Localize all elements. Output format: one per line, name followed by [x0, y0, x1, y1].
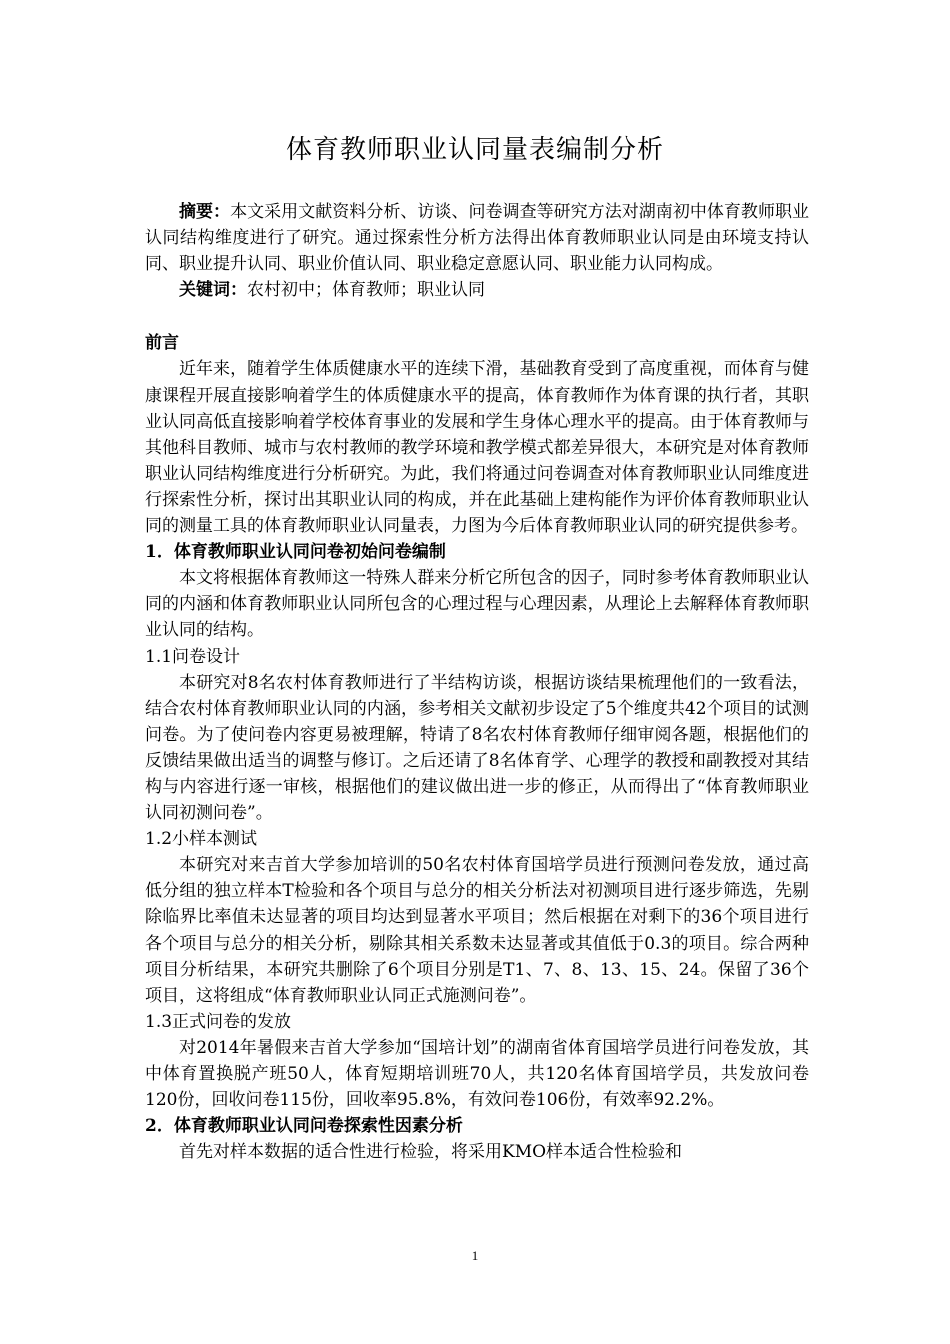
subsection-1-1-paragraph: 本研究对8名农村体育教师进行了半结构访谈，根据访谈结果梳理他们的一致看法，结合农村体育教师职业认同的内涵，参考相关文献初步设定了5个维度共42个项目的试测问卷。为了使问卷内容更易被理解，特请了8名农村体育教师仔细审阅各题，根据他们的反馈结果做出适当的调整与修订。之后还请了8名体育学、心理学的教授和副教授对其结构与内容进行逐一审核，根据他们的建议做出进一步的修正，从而得出了“体育教师职业认同初测问卷”。 [145, 672, 809, 824]
keywords-text: 农村初中；体育教师；职业认同 [247, 280, 485, 301]
subsection-1-2-paragraph: 本研究对来吉首大学参加培训的50名农村体育国培学员进行预测问卷发放，通过高低分组的独立样本T检验和各个项目与总分的相关分析法对初测项目进行逐步筛选，先剔除临界比率值未达显著的项目均达到显著水平项目；然后根据在对剩下的36个项目进行各个项目与总分的相关分析，剔除其相关系数未达显著或其值低于0.3的项目。综合两种项目分析结果，本研究共删除了6个项目分别是T1、7、8、13、15、24。保留了36个项目，这将组成“体育教师职业认同正式施测问卷”。 [145, 855, 809, 1006]
subsection-1-1-heading: 1.1问卷设计 [145, 646, 241, 667]
abstract-label: 摘要： [179, 202, 231, 222]
spacer [145, 303, 809, 330]
section1-paragraph: 本文将根据体育教师这一特殊人群来分析它所包含的因子，同时参考体育教师职业认同的内涵和体育教师职业认同所包含的心理过程与心理因素，从理论上去解释体育教师职业认同的结构。 [145, 568, 809, 641]
subsection-1-2-heading: 1.2小样本测试 [145, 829, 258, 850]
abstract-text: 本文采用文献资料分析、访谈、问卷调查等研究方法对湖南初中体育教师职业认同结构维度进行了研究。通过探索性分析方法得出体育教师职业认同是由环境支持认同、职业提升认同、职业价值认同、职业稳定意愿认同、职业能力认同构成。 [145, 202, 810, 275]
preface-paragraph: 近年来，随着学生体质健康水平的连续下滑，基础教育受到了高度重视，而体育与健康课程开展直接影响着学生的体质健康水平的提高，体育教师作为体育课的执行者，其职业认同高低直接影响着学校体育事业的发展和学生身体心理水平的提高。由于体育教师与其他科目教师、城市与农村教师的教学环境和教学模式都差异很大，本研究是对体育教师职业认同结构维度进行分析研究。为此，我们将通过问卷调查对体育教师职业认同维度进行探索性分析，探讨出其职业认同的构成，并在此基础上建构能作为评价体育教师职业认同的测量工具的体育教师职业认同量表，力图为今后体育教师职业认同的研究提供参考。 [145, 359, 809, 537]
keywords-paragraph [145, 277, 809, 303]
section1-heading: 1．体育教师职业认同问卷初始问卷编制 [145, 542, 446, 563]
subsection-1-3-paragraph: 对2014年暑假来吉首大学参加“国培计划”的湖南省体育国培学员进行问卷发放，其中体育置换脱产班50人，体育短期培训班70人，共120名体育国培学员，共发放问卷120份，回收问卷115份，回收率95.8%，有效问卷106份，有效率92.2%。 [145, 1037, 809, 1111]
page-number: 1 [471, 1248, 479, 1263]
section2-heading: 2．体育教师职业认同问卷探索性因素分析 [145, 1116, 463, 1137]
preface-heading: 前言 [145, 333, 179, 354]
document-body [145, 199, 809, 1165]
abstract-paragraph [145, 199, 809, 277]
section2-paragraph: 首先对样本数据的适合性进行检验，将采用KMO样本适合性检验和 [179, 1142, 683, 1163]
keywords-label: 关键词： [179, 280, 247, 301]
document-title: 体育教师职业认同量表编制分析 [285, 135, 664, 165]
subsection-1-3-heading: 1.3正式问卷的发放 [145, 1011, 292, 1032]
